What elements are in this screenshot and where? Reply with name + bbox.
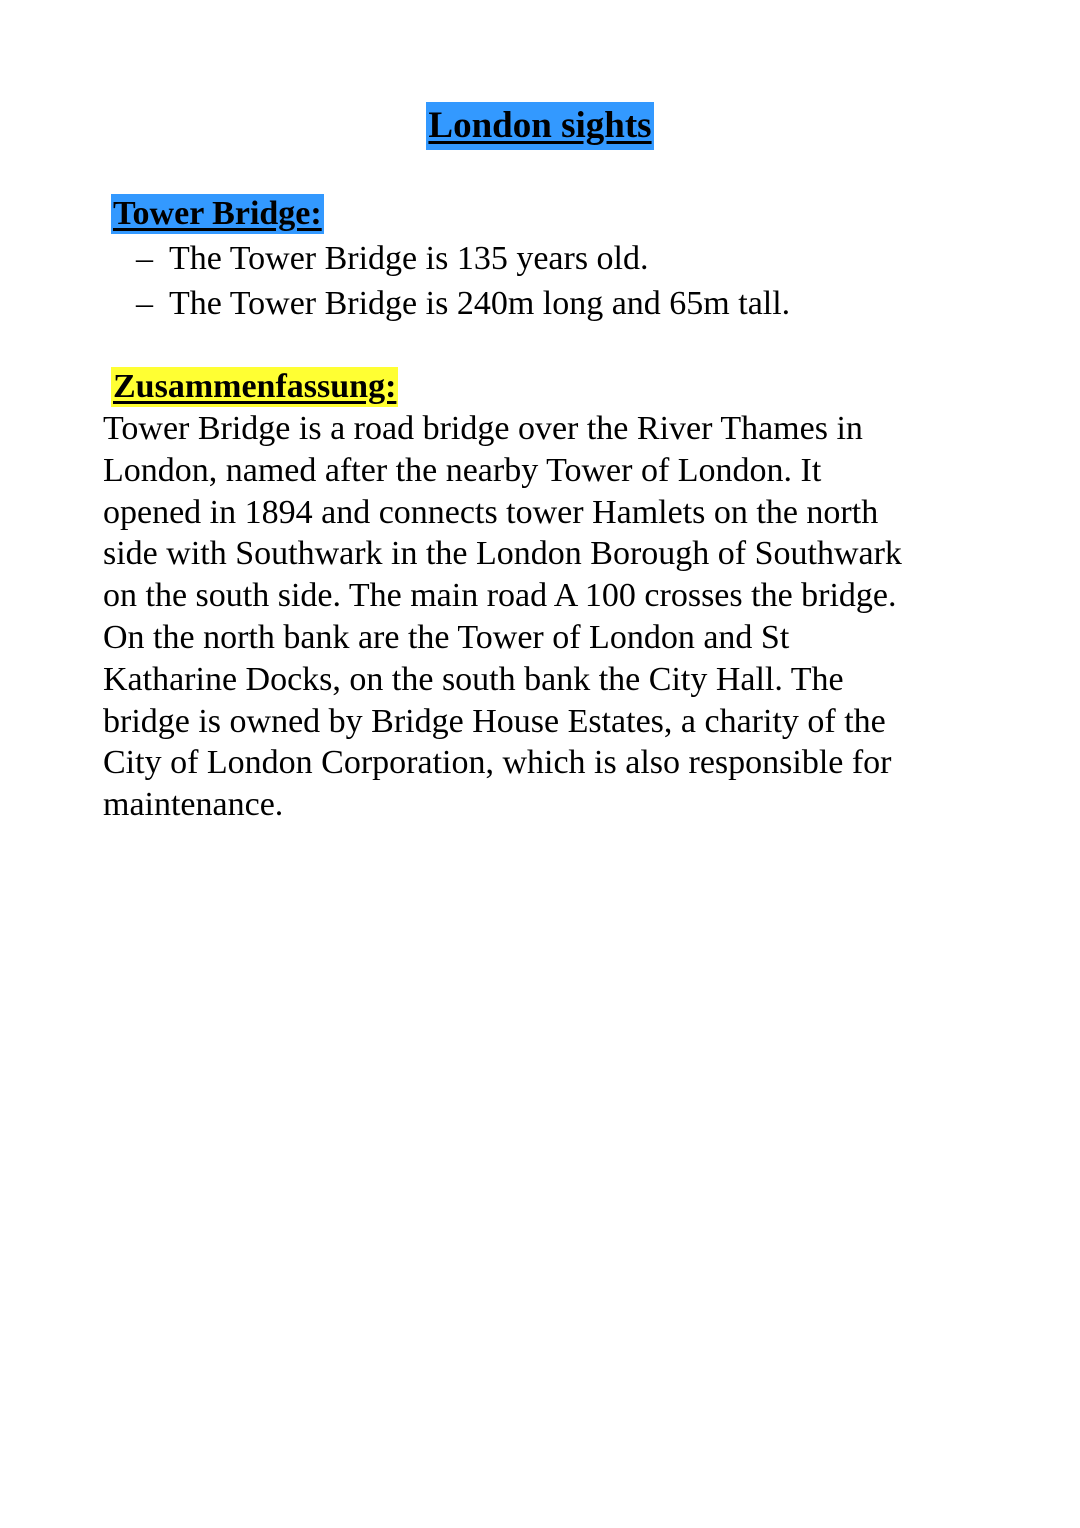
tower-bridge-heading: Tower Bridge:: [113, 195, 322, 232]
summary-line: Katharine Docks, on the south bank the City Hall. The: [103, 660, 844, 698]
page-title: London sights: [426, 102, 653, 150]
summary-paragraph: [103, 408, 973, 826]
list-item: [136, 281, 790, 326]
summary-line: side with Southwark in the London Borough of Southwark: [103, 535, 902, 573]
summary-line: maintenance.: [103, 786, 284, 824]
fact-text: The Tower Bridge is 240m long and 65m tall.: [169, 285, 791, 322]
title-container: [0, 102, 1080, 150]
bullet-dash: –: [136, 240, 153, 277]
summary-line: opened in 1894 and connects tower Hamlets on the north: [103, 493, 879, 531]
summary-line: Tower Bridge is a road bridge over the River Thames in: [103, 410, 863, 447]
summary-line: bridge is owned by Bridge House Estates, a charity of the: [103, 702, 886, 740]
fact-text: The Tower Bridge is 135 years old.: [169, 240, 649, 277]
summary-line: City of London Corporation, which is also responsible for: [103, 744, 892, 782]
summary-line: On the north bank are the Tower of London and St: [103, 618, 790, 656]
bullet-dash: –: [136, 285, 153, 322]
list-item: [136, 236, 790, 281]
summary-line: on the south side. The main road A 100 crosses the bridge.: [103, 577, 897, 615]
tower-bridge-facts-list: [136, 236, 790, 326]
summary-line: London, named after the nearby Tower of London. It: [103, 451, 822, 489]
summary-heading: Zusammenfassung:: [113, 368, 397, 405]
